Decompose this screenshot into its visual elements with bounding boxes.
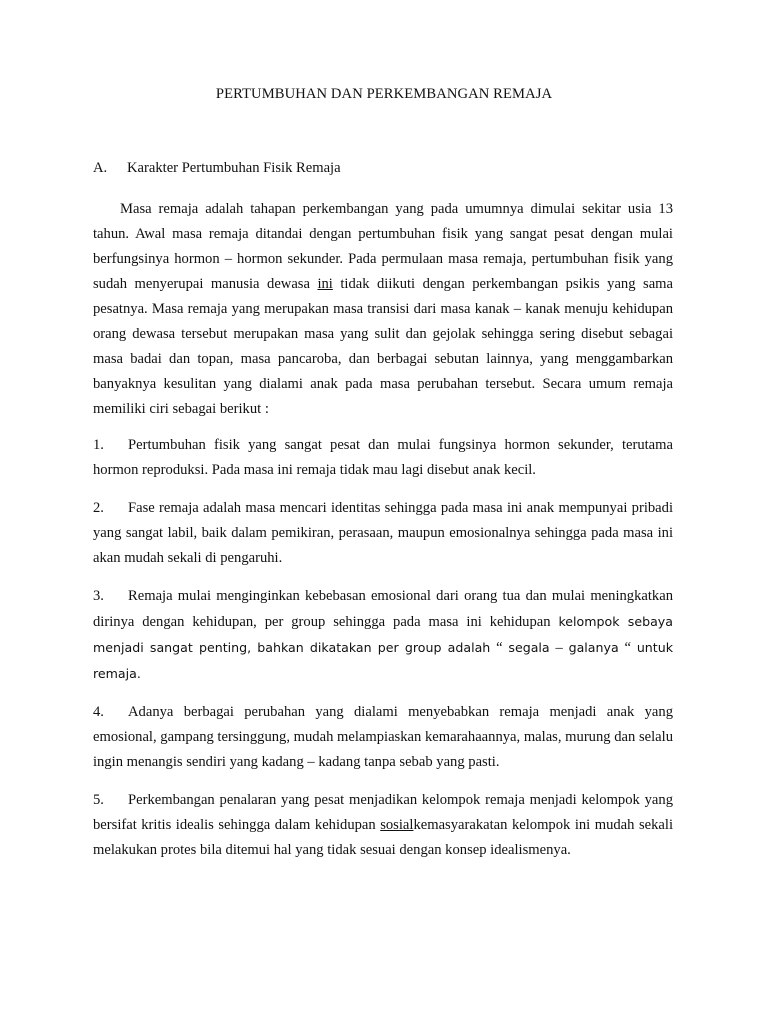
- list-item-number: 5.: [93, 792, 104, 808]
- list-item-3: [93, 584, 673, 687]
- list-item-text: Pertumbuhan fisik yang sangat pesat dan mulai fungsinya hormon sekunder, terutama hormon reproduksi. Pada masa ini remaja tidak mau lagi disebut anak kecil.: [93, 437, 673, 478]
- characteristics-list: [93, 433, 673, 876]
- list-item-text: Fase remaja adalah masa mencari identitas sehingga pada masa ini anak mempunyai pribadi yang sangat labil, baik dalam pemikiran, perasaan, maupun emosionalnya sehingga pada masa ini akan mudah sekali di pengaruhi.: [93, 500, 673, 566]
- intro-underlined-word: ini: [317, 276, 333, 292]
- list-item-text-part1: Perkembangan penalaran yang pesat menjadikan kelompok remaja menjadi kelompok yang bersifat kritis idealis sehingga dalam kehidupan: [93, 792, 673, 833]
- list-item-quote-close: “: [618, 640, 637, 656]
- list-item-number: 4.: [93, 704, 104, 720]
- section-number: A.: [93, 160, 108, 176]
- section-heading-text: Karakter Pertumbuhan Fisik Remaja: [127, 160, 341, 176]
- list-item-text: Adanya berbagai perubahan yang dialami menyebabkan remaja menjadi anak yang emosional, gampang tersinggung, mudah melampiaskan kemarahaannya, malas, murung dan selalu ingin menangis sendiri yang kadang – kadang tanpa sebab yang pasti.: [93, 704, 673, 770]
- list-item-number: 3.: [93, 588, 104, 604]
- list-item-number: 2.: [93, 500, 104, 516]
- section-heading: [93, 160, 693, 177]
- list-item-4: [93, 700, 673, 775]
- intro-paragraph: [93, 197, 673, 422]
- list-item-underlined-word: sosial: [380, 817, 414, 833]
- list-item-1: [93, 433, 673, 483]
- list-item-text-sans2: segala: [508, 640, 550, 655]
- intro-text-part2: tidak diikuti dengan perkembangan psikis yang sama pesatnya. Masa remaja yang merupakan masa transisi dari masa kanak – kanak menuju kehidupan orang dewasa tersebut merupakan masa yang sulit dan gejolak sehingga sering disebut sebagai masa badai dan topan, masa pancaroba, dan berbagai sebutan lainnya, yang menggambarkan banyaknya kesulitan yang dialami anak pada masa perubahan tersebut. Secara umum remaja memiliki ciri sebagai berikut :: [93, 276, 673, 417]
- list-item-text-sans4: untuk remaja.: [93, 640, 673, 681]
- list-item-dash: –: [549, 640, 569, 656]
- list-item-number: 1.: [93, 437, 104, 453]
- list-item-text-part2: kemasyarakatan kelompok ini mudah sekali melakukan protes bila ditemui hal yang tidak sesuai dengan konsep idealismenya.: [93, 817, 673, 858]
- list-item-quote-open: “: [490, 640, 509, 656]
- list-item-text-sans1: kelompok sebaya menjadi sangat penting, bahkan dikatakan per group adalah: [93, 614, 673, 655]
- list-item-text-part1: Remaja mulai menginginkan kebebasan emosional dari orang tua dan mulai meningkatkan dirinya dengan kehidupan, per group sehingga pada masa ini kehidupan: [93, 588, 673, 630]
- list-item-text-sans3: galanya: [568, 640, 619, 655]
- intro-text-part1: Masa remaja adalah tahapan perkembangan yang pada umumnya dimulai sekitar usia 13 tahun. Awal masa remaja ditandai dengan pertumbuhan fisik yang sangat pesat dengan mulai berfungsinya hormon – hormon sekunder. Pada permulaan masa remaja, pertumbuhan fisik yang sudah menyerupai manusia dewasa: [93, 201, 673, 292]
- document-title: PERTUMBUHAN DAN PERKEMBANGAN REMAJA: [215, 86, 553, 102]
- list-item-2: [93, 496, 673, 571]
- list-item-5: [93, 788, 673, 863]
